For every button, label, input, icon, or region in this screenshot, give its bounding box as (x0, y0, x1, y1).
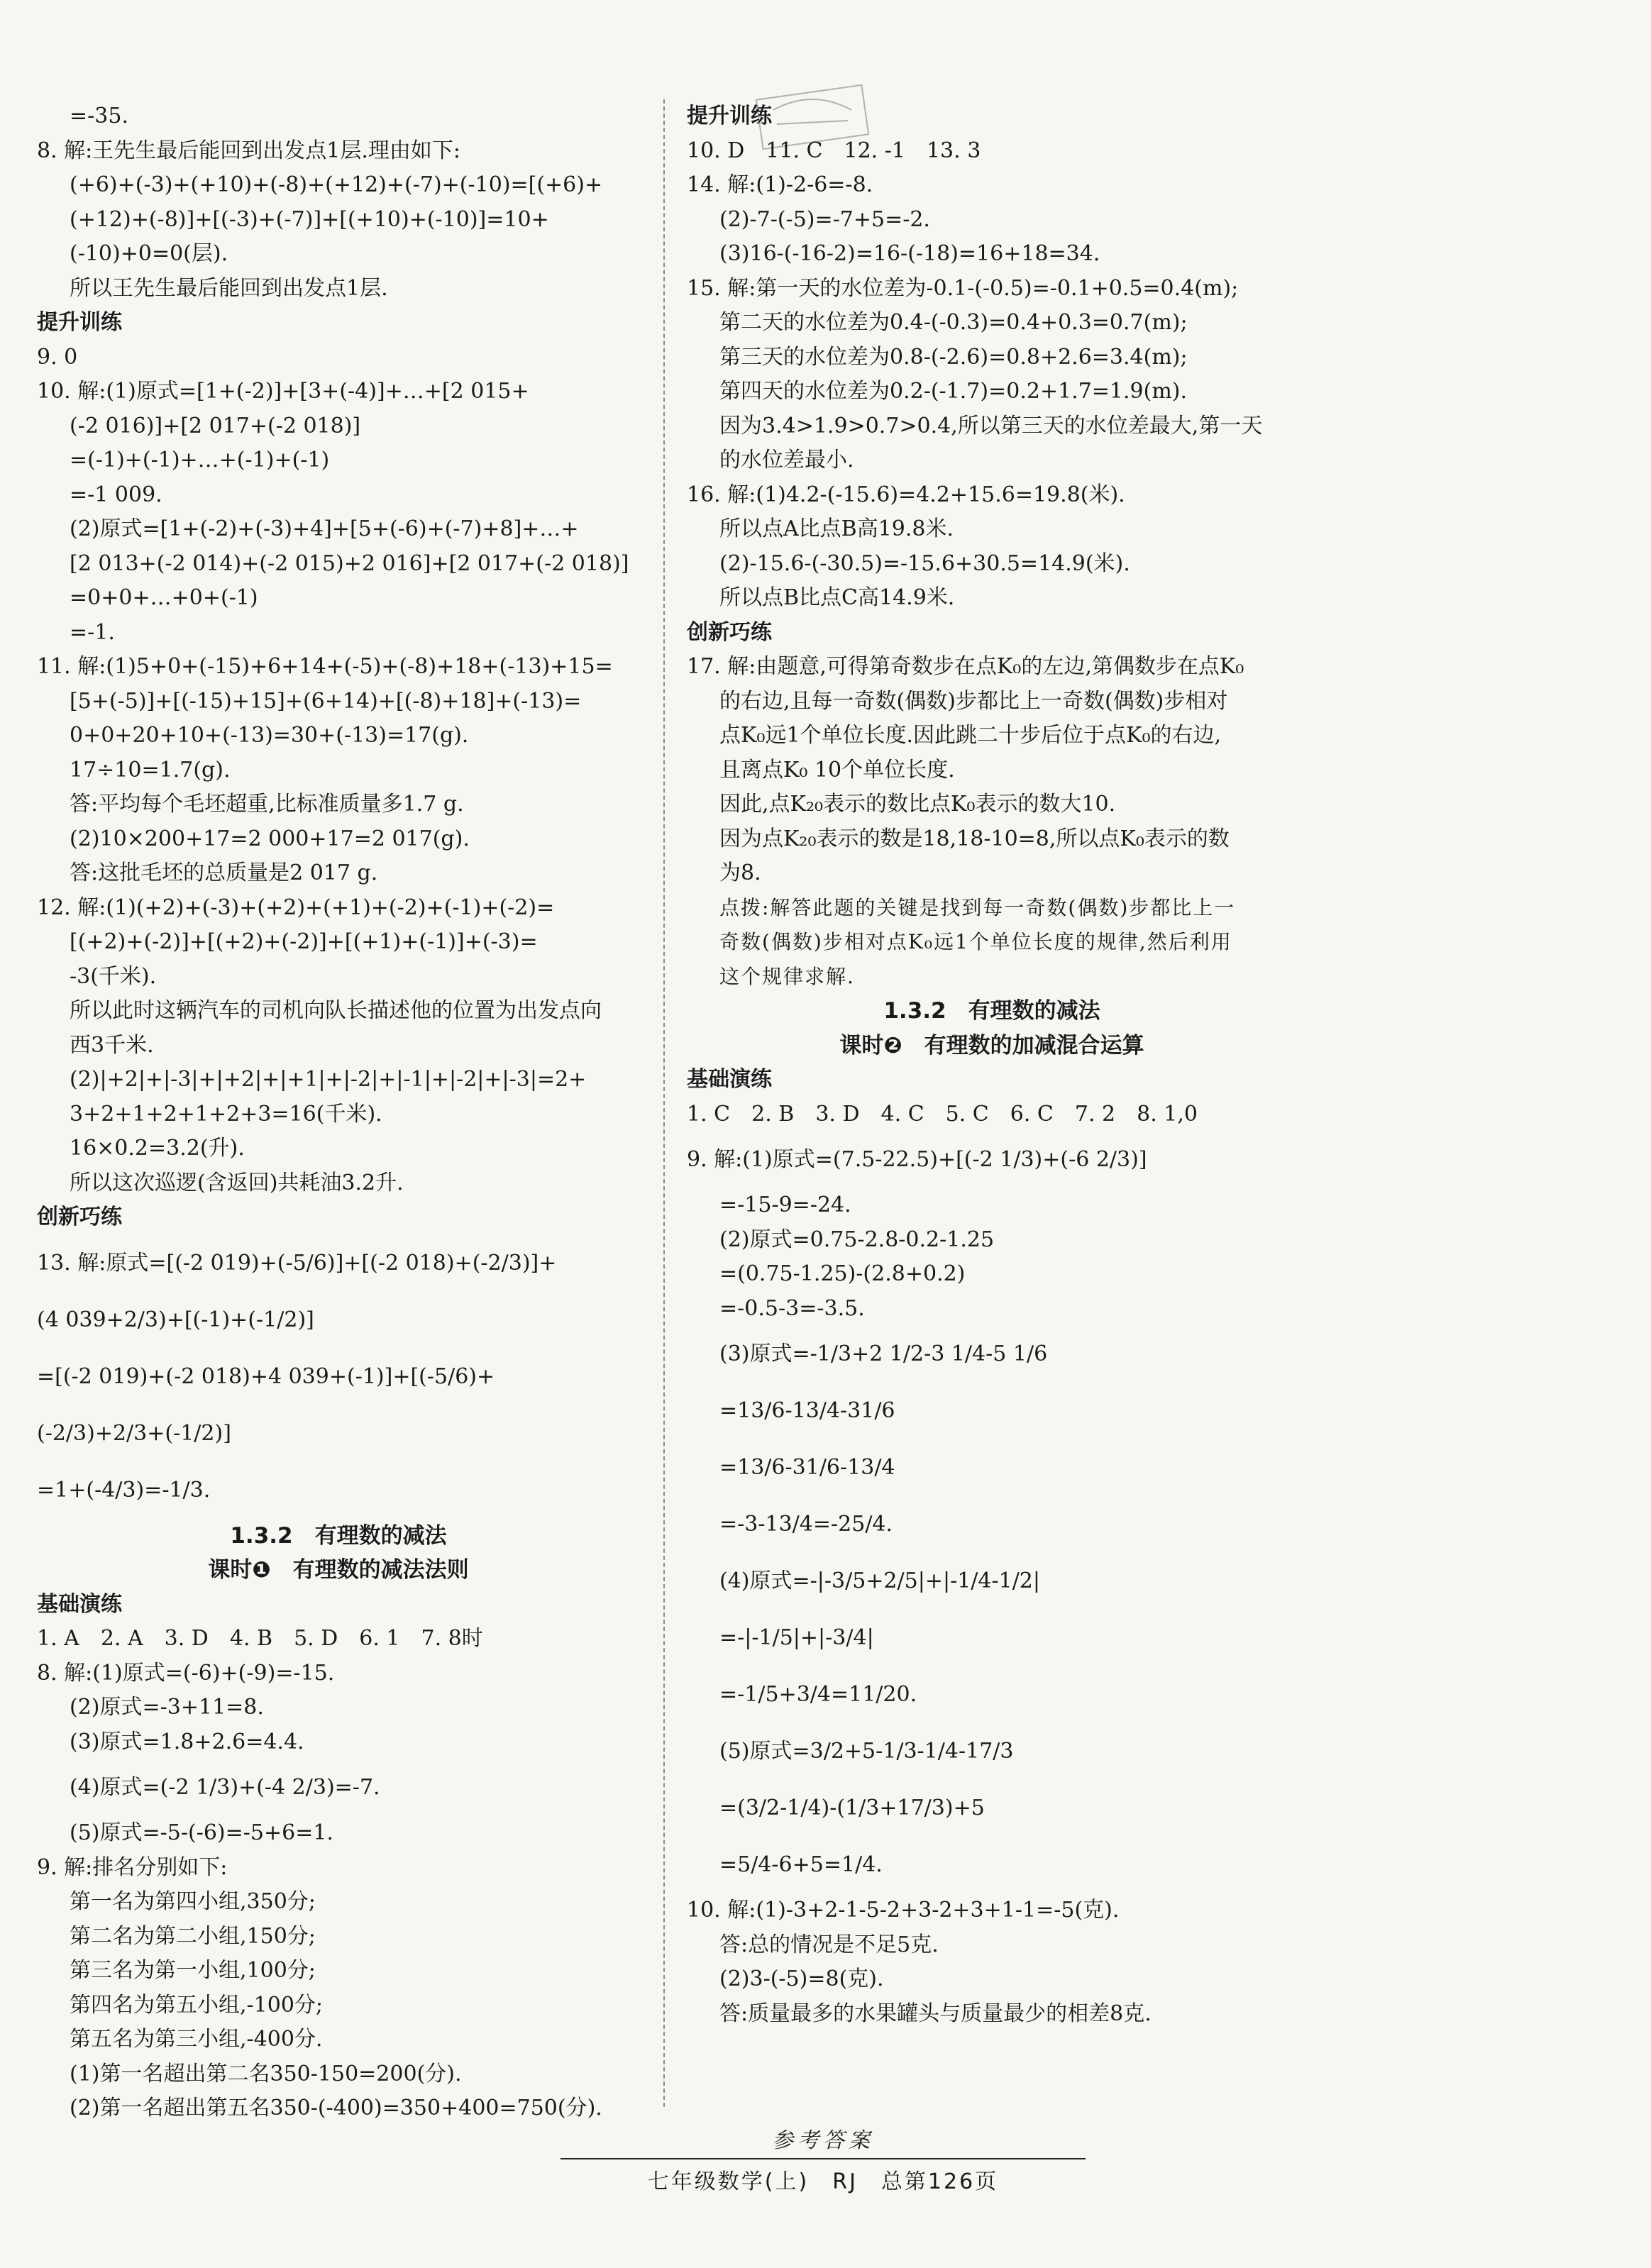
answer-line: 14. 解:(1)-2-6=-8. (687, 172, 873, 197)
answer-line: (2)原式=-3+11=8. (70, 1695, 264, 1720)
answer-line: =(3/2-1/4)-(1/3+17/3)+5 (719, 1796, 985, 1820)
answer-line: 10. 解:(1)原式=[1+(-2)]+[3+(-4)]+…+[2 015+ (37, 379, 529, 404)
lesson-subtitle: 课时❷ 有理数的加减混合运算 (839, 1032, 1144, 1058)
answer-line: (-2 016)]+[2 017+(-2 018)] (70, 413, 361, 438)
answer-line: 所以点A比点B高19.8米. (719, 516, 954, 541)
left-column (37, 99, 640, 2126)
answer-line: 第二名为第二小组,150分; (70, 1923, 316, 1949)
answer-line: (4)原式=(-2 1/3)+(-4 2/3)=-7. (70, 1775, 380, 1800)
answer-line: 0+0+20+10+(-13)=30+(-13)=17(g). (70, 723, 469, 748)
answer-line: 的右边,且每一奇数(偶数)步都比上一奇数(偶数)步相对 (719, 688, 1228, 714)
answer-line: (4 039+2/3)+[(-1)+(-1/2)] (37, 1307, 314, 1332)
answer-line: 为8. (719, 861, 761, 885)
answer-line: 所以王先生最后能回到出发点1层. (70, 275, 388, 301)
answer-line: -3(千米). (70, 963, 157, 989)
answer-line: =13/6-13/4-31/6 (719, 1398, 895, 1423)
answer-line: =-1. (70, 619, 115, 645)
answer-line: =-15-9=-24. (719, 1193, 851, 1217)
lesson-title: 1.3.2 有理数的减法 (883, 998, 1100, 1024)
answer-line: (3)原式=-1/3+2 1/2-3 1/4-5 1/6 (719, 1342, 1048, 1366)
answer-line: 答:总的情况是不足5克. (719, 1932, 939, 1957)
answer-line: =-|-1/5|+|-3/4| (719, 1625, 874, 1650)
section-heading: 提升训练 (687, 104, 772, 128)
answer-line: 因此,点K₂₀表示的数比点K₀表示的数大10. (719, 792, 1116, 817)
answer-line: 8. 解:(1)原式=(-6)+(-9)=-15. (37, 1660, 335, 1686)
answer-line: (4)原式=-|-3/5+2/5|+|-1/4-1/2| (719, 1569, 1041, 1593)
footer-rule (561, 2158, 1086, 2159)
column-divider (663, 99, 666, 2107)
answer-line: (2)-15.6-(-30.5)=-15.6+30.5=14.9(米). (719, 551, 1130, 576)
answer-line: (+12)+(-8)]+[(-3)+(-7)]+[(+10)+(-10)]=10+ (70, 206, 549, 232)
lesson-subtitle: 课时❶ 有理数的减法法则 (208, 1557, 469, 1583)
answer-line: (2)原式=[1+(-2)+(-3)+4]+[5+(-6)+(-7)+8]+…+ (70, 516, 579, 541)
answer-line: 9. 解:排名分别如下: (37, 1854, 228, 1880)
answer-line: 第四名为第五小组,-100分; (70, 1992, 324, 2018)
answer-line: 1. A 2. A 3. D 4. B 5. D 6. 1 7. 8时 (37, 1626, 483, 1651)
answer-line: (-2/3)+2/3+(-1/2)] (37, 1420, 231, 1446)
section-heading: 基础演练 (687, 1067, 772, 1092)
answer-line: (3)原式=1.8+2.6=4.4. (70, 1729, 304, 1754)
lesson-title: 1.3.2 有理数的减法 (230, 1522, 447, 1549)
answer-line: 1. C 2. B 3. D 4. C 5. C 6. C 7. 2 8. 1,0 (687, 1101, 1198, 1127)
answer-line: 第四天的水位差为0.2-(-1.7)=0.2+1.7=1.9(m). (719, 379, 1188, 404)
answer-line: =-0.5-3=-3.5. (719, 1295, 865, 1321)
answer-line: (2)3-(-5)=8(克). (719, 1966, 884, 1991)
answer-line: 第三天的水位差为0.8-(-2.6)=0.8+2.6=3.4(m); (719, 344, 1188, 370)
answer-line: (2)原式=0.75-2.8-0.2-1.25 (719, 1227, 995, 1252)
answer-line: 10. D 11. C 12. -1 13. 3 (687, 138, 981, 163)
section-heading: 提升训练 (37, 310, 122, 335)
answer-line: (1)第一名超出第二名350-150=200(分). (70, 2061, 462, 2086)
footer-info: 七年级数学(上) RJ 总第126页 (647, 2169, 999, 2194)
answer-line: 且离点K₀ 10个单位长度. (719, 757, 955, 782)
answer-line: 的水位差最小. (719, 448, 854, 472)
answer-line: 16. 解:(1)4.2-(-15.6)=4.2+15.6=19.8(米). (687, 482, 1125, 507)
answer-line: 第五名为第三小组,-400分. (70, 2027, 323, 2052)
answer-line: 9. 解:(1)原式=(7.5-22.5)+[(-2 1/3)+(-6 2/3)] (687, 1147, 1147, 1172)
answer-line: 16×0.2=3.2(升). (70, 1136, 245, 1161)
answer-line: 第二天的水位差为0.4-(-0.3)=0.4+0.3=0.7(m); (719, 310, 1188, 335)
answer-line: 所以点B比点C高14.9米. (719, 585, 955, 610)
answer-line: (-10)+0=0(层). (70, 241, 228, 266)
section-heading: 基础演练 (37, 1591, 122, 1617)
answer-line: [5+(-5)]+[(-15)+15]+(6+14)+[(-8)+18]+(-13)= (70, 688, 582, 714)
answer-line: =(0.75-1.25)-(2.8+0.2) (719, 1261, 966, 1286)
answer-line: 所以这次巡逻(含返回)共耗油3.2升. (70, 1170, 404, 1195)
answer-line: 17÷10=1.7(g). (70, 757, 231, 782)
answer-line: (2)|+2|+|-3|+|+2|+|+1|+|-2|+|-1|+|-2|+|-3|=2+ (70, 1067, 587, 1092)
answer-line: 第一名为第四小组,350分; (70, 1889, 316, 1914)
answer-line: 13. 解:原式=[(-2 019)+(-5/6)]+[(-2 018)+(-2/3)]+ (37, 1250, 557, 1276)
answer-line: [2 013+(-2 014)+(-2 015)+2 016]+[2 017+(-2 018)] (70, 551, 629, 576)
answer-line: 12. 解:(1)(+2)+(-3)+(+2)+(+1)+(-2)+(-1)+(-2)= (37, 895, 555, 920)
answer-line: (5)原式=-5-(-6)=-5+6=1. (70, 1820, 333, 1845)
footer-title: 参考答案 (772, 2128, 874, 2153)
answer-line: 所以此时这辆汽车的司机向队长描述他的位置为出发点向 (70, 998, 602, 1023)
answer-line: 点K₀远1个单位长度.因此跳二十步后位于点K₀的右边, (719, 723, 1222, 748)
answer-line: 10. 解:(1)-3+2-1-5-2+3-2+3+1-1=-5(克). (687, 1898, 1120, 1923)
answer-line: (3)16-(-16-2)=16-(-18)=16+18=34. (719, 241, 1100, 266)
answer-line: 8. 解:王先生最后能回到出发点1层.理由如下: (37, 138, 460, 163)
answer-line: =1+(-4/3)=-1/3. (37, 1477, 211, 1503)
answer-line: 西3千米. (70, 1032, 154, 1058)
answer-line: 答:这批毛坯的总质量是2 017 g. (70, 861, 378, 885)
answer-line: 答:平均每个毛坯超重,比标准质量多1.7 g. (70, 792, 464, 817)
answer-line: 第三名为第一小组,100分; (70, 1958, 316, 1983)
section-heading: 创新巧练 (687, 619, 772, 645)
answer-line: =(-1)+(-1)+…+(-1)+(-1) (70, 448, 330, 472)
answer-line: (+6)+(-3)+(+10)+(-8)+(+12)+(-7)+(-10)=[(+6)+ (70, 172, 603, 197)
answer-line: =5/4-6+5=1/4. (719, 1852, 883, 1877)
tip-line: 点拨:解答此题的关键是找到每一奇数(偶数)步都比上一 (719, 895, 1236, 919)
answer-line: 答:质量最多的水果罐头与质量最少的相差8克. (719, 2001, 1152, 2026)
answer-line: =[(-2 019)+(-2 018)+4 039+(-1)]+[(-5/6)+ (37, 1363, 495, 1389)
answer-line: 因为点K₂₀表示的数是18,18-10=8,所以点K₀表示的数 (719, 826, 1230, 851)
answer-line: 17. 解:由题意,可得第奇数步在点K₀的左边,第偶数步在点K₀ (687, 654, 1244, 679)
answer-line: =0+0+…+0+(-1) (70, 585, 258, 610)
right-column (687, 99, 1297, 2031)
answer-line: =-1/5+3/4=11/20. (719, 1682, 917, 1707)
answer-line: 因为3.4>1.9>0.7>0.4,所以第三天的水位差最大,第一天 (719, 413, 1263, 438)
answer-line: =-3-13/4=-25/4. (719, 1512, 893, 1537)
answer-line: (2)第一名超出第五名350-(-400)=350+400=750(分). (70, 2096, 602, 2120)
answer-line: 3+2+1+2+1+2+3=16(千米). (70, 1101, 382, 1127)
answer-line: (5)原式=3/2+5-1/3-1/4-17/3 (719, 1739, 1014, 1764)
answer-line: =-35. (70, 104, 128, 128)
tip-line: 这个规律求解. (719, 964, 855, 988)
answer-line: [(+2)+(-2)]+[(+2)+(-2)]+[(+1)+(-1)]+(-3)= (70, 929, 538, 954)
page-footer (532, 2123, 1114, 2195)
answer-line: =13/6-31/6-13/4 (719, 1455, 895, 1480)
answer-line: 11. 解:(1)5+0+(-15)+6+14+(-5)+(-8)+18+(-13)+15= (37, 654, 613, 679)
answer-line: 9. 0 (37, 344, 78, 370)
section-heading: 创新巧练 (37, 1205, 122, 1229)
answer-line: (2)10×200+17=2 000+17=2 017(g). (70, 826, 470, 851)
answer-line: (2)-7-(-5)=-7+5=-2. (719, 206, 930, 232)
tip-line: 奇数(偶数)步相对点K₀远1个单位长度的规律,然后利用 (719, 930, 1232, 953)
answer-line: 15. 解:第一天的水位差为-0.1-(-0.5)=-0.1+0.5=0.4(m); (687, 275, 1239, 301)
answer-line: =-1 009. (70, 482, 162, 507)
